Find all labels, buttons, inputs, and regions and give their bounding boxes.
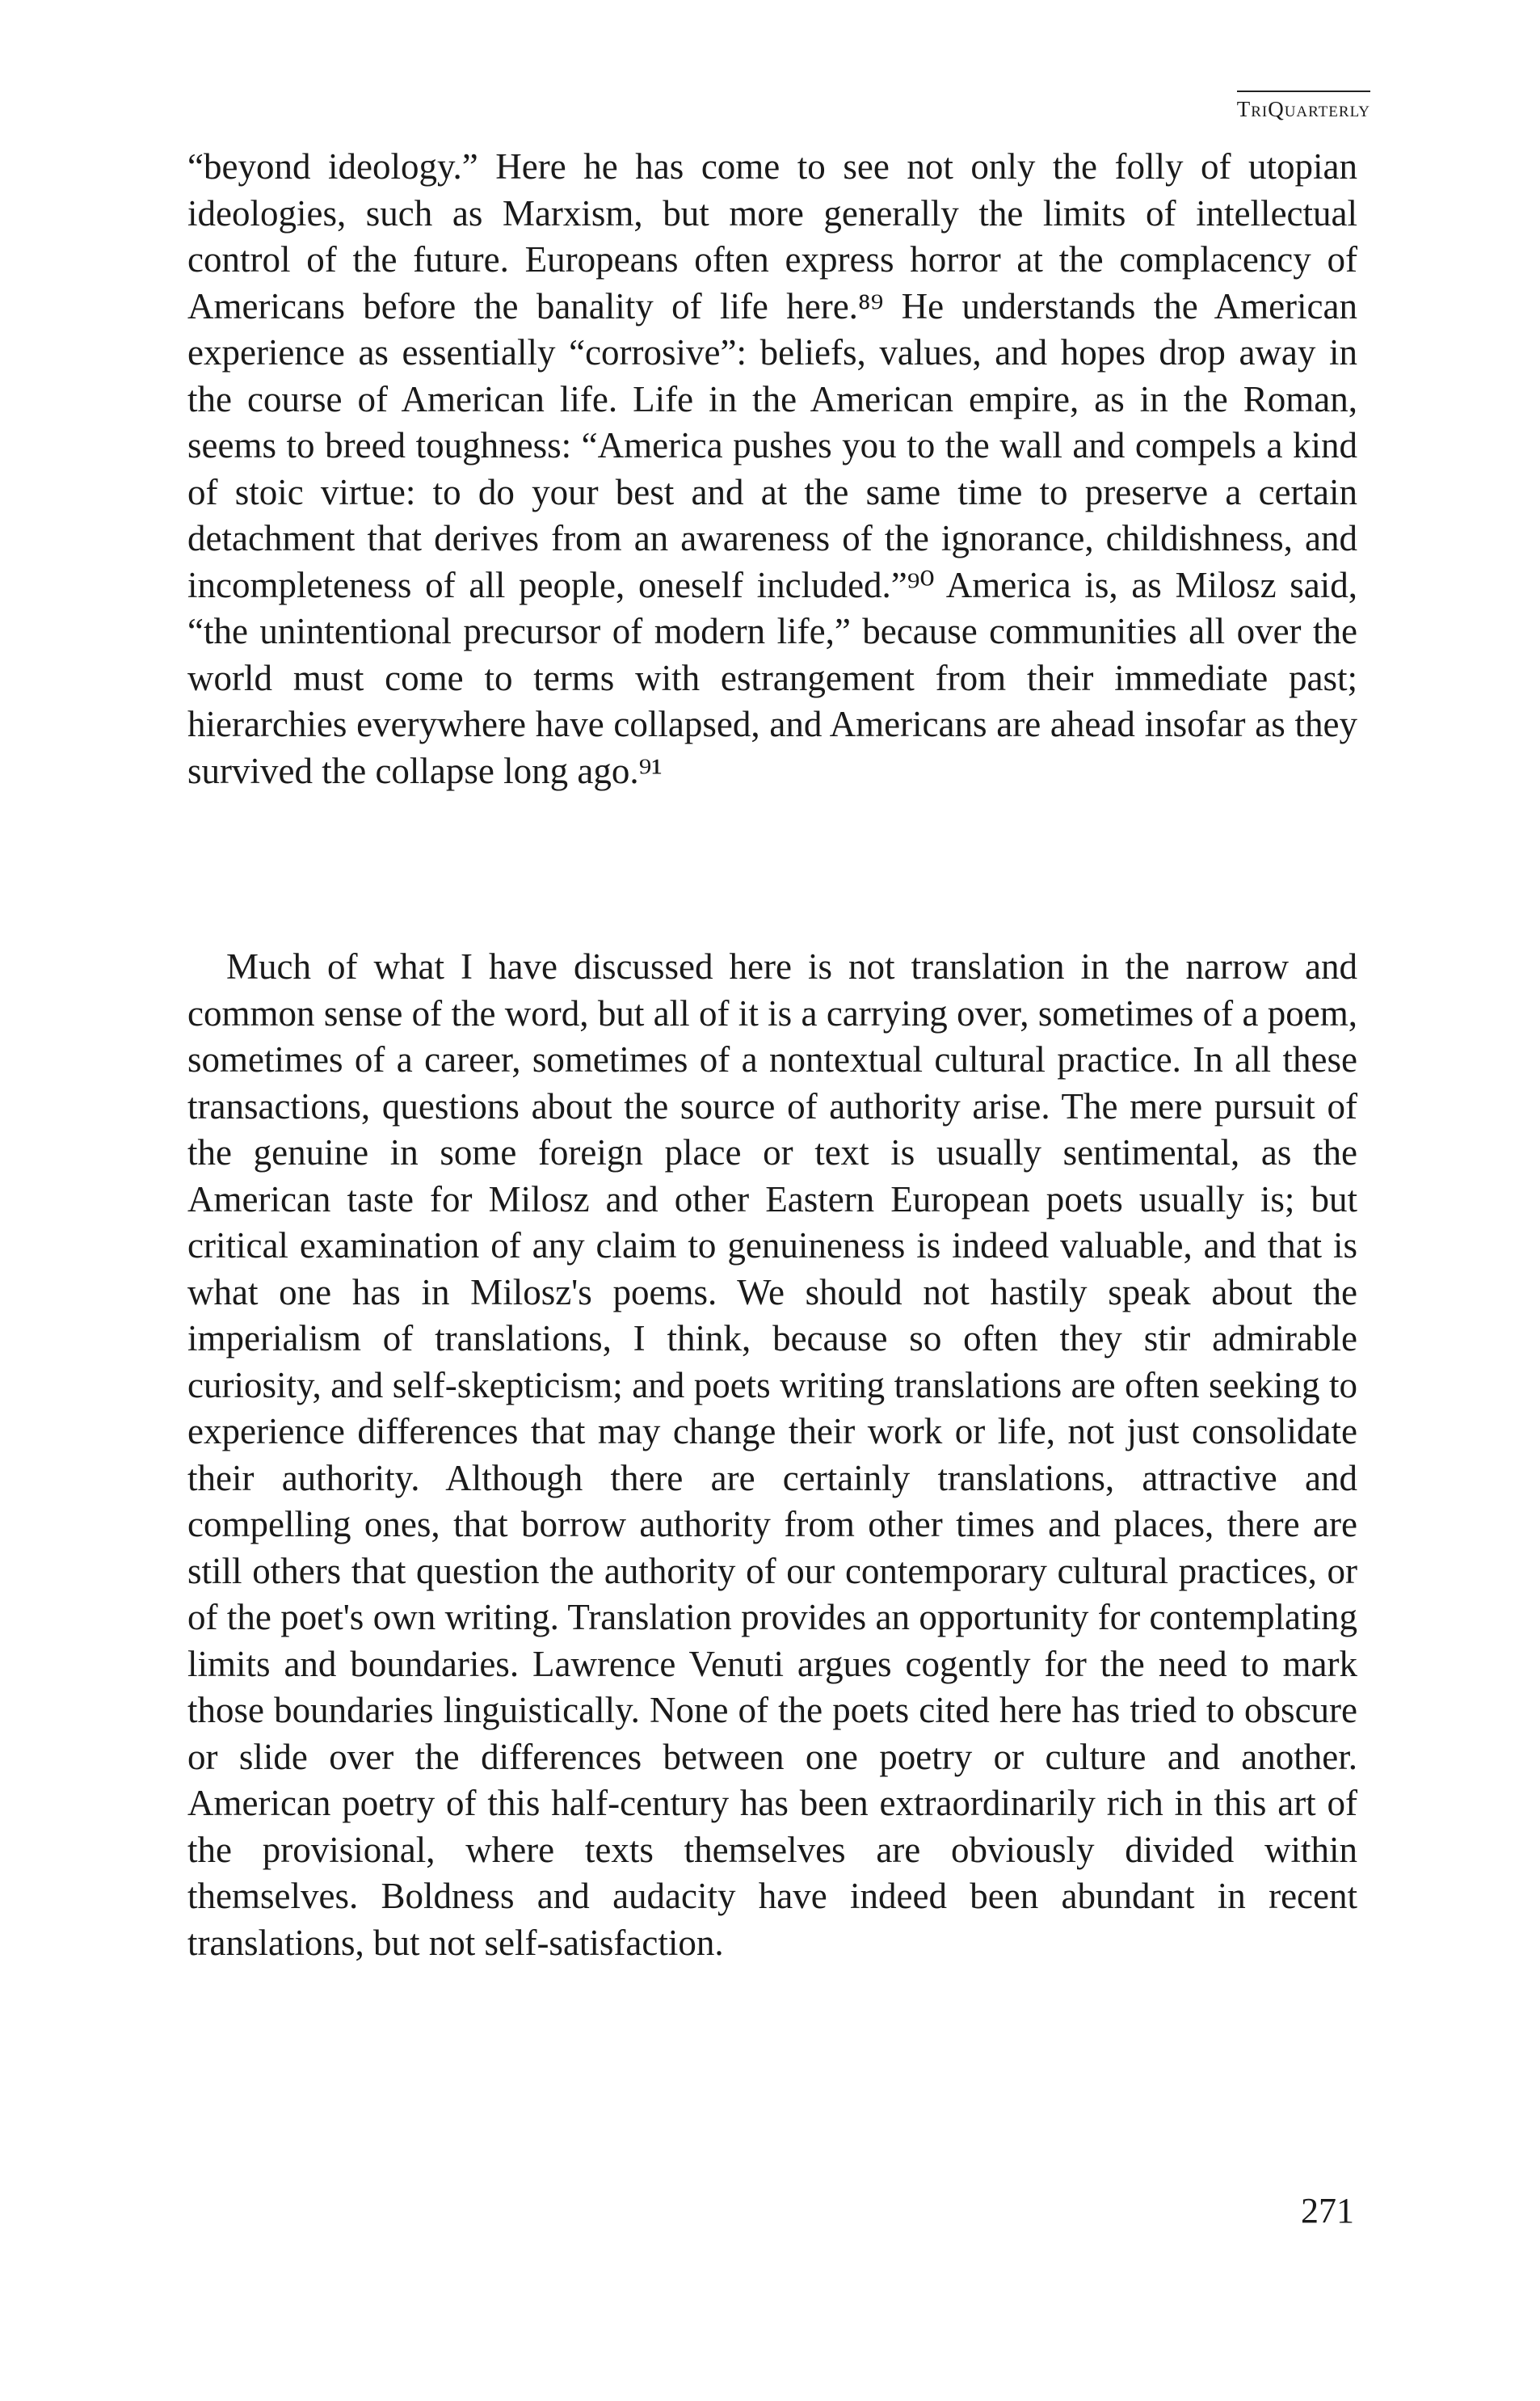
paragraph-2-container (187, 944, 1357, 1966)
body-paragraph: “beyond ideology.” Here he has come to see not only the folly of utopian ideologies, such as Marxism, but more generally the limits of intellectual control of the future. Europeans often express horror at the complacency of Americans before the banality of life here.⁸⁹ He understands the American experience as essentially “corrosive”: beliefs, values, and hopes drop away in the course of American life. Life in the American empire, as in the Roman, seems to breed toughness: “America pushes you to the wall and compels a kind of stoic virtue: to do your best and at the same time to preserve a certain detachment that derives from an awareness of the ignorance, childishness, and incompleteness of all people, oneself included.”⁹⁰ America is, as Milosz said, “the unintentional precursor of modern life,” because communities all over the world must come to terms with estrangement from their immediate past; hierarchies everywhere have collapsed, and Americans are ahead insofar as they survived the collapse long ago.⁹¹ (187, 146, 1357, 791)
page-number: 271 (1301, 2191, 1354, 2230)
paragraph-1-container (187, 144, 1357, 794)
body-paragraph: Much of what I have discussed here is not translation in the narrow and common sense of the word, but all of it is a carrying over, sometimes of a poem, sometimes of a career, sometimes of a nontextual cultural practice. In all these transactions, questions about the source of authority arise. The mere pursuit of the genuine in some foreign place or text is usually sentimental, as the American taste for Milosz and other Eastern European poets usually is; but critical examination of any claim to genuineness is indeed valuable, and that is what one has in Milosz's poems. We should not hastily speak about the imperialism of translations, I think, because so often they stir admirable curiosity, and self-skepticism; and poets writing translations are often seeking to experience differences that may change their work or life, not just consolidate their authority. Although there are certainly translations, attractive and compelling ones, that borrow authority from other times and places, there are still others that question the authority of our contemporary cultural practices, or of the poet's own writing. Translation provides an opportunity for contemplating limits and boundaries. Lawrence Venuti argues cogently for the need to mark those boundaries linguistically. None of the poets cited here has tried to obscure or slide over the differences between one poetry or culture and another. American poetry of this half-century has been extraordinarily rich in this art of the provisional, where texts themselves are obviously divided within themselves. Boldness and audacity have indeed been abundant in recent translations, but not self-satisfaction. (187, 946, 1357, 1963)
running-head: TriQuarterly (1237, 91, 1370, 122)
